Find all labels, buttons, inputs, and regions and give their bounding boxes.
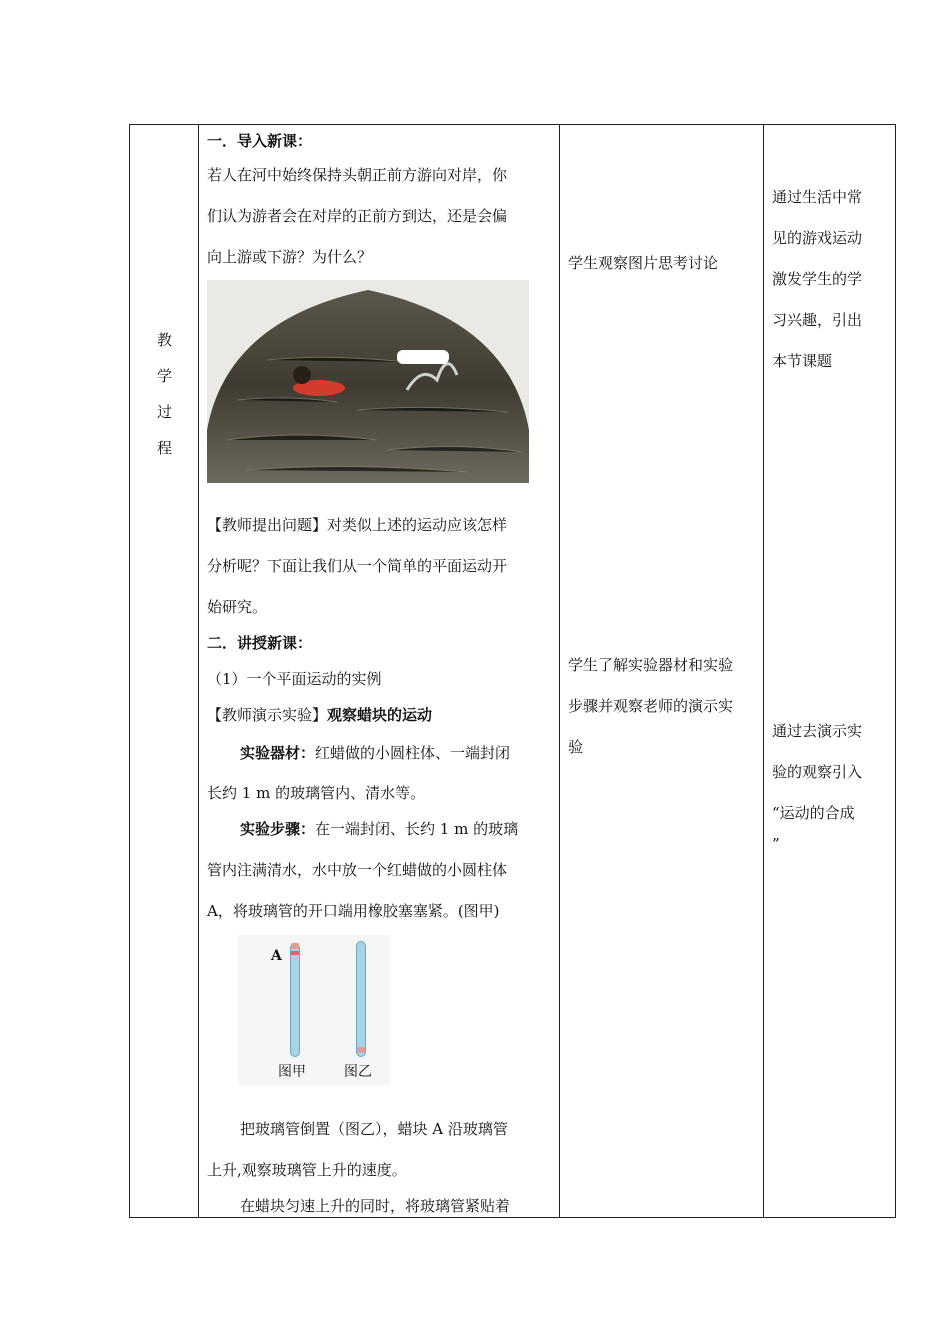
design-intent-1-line: 见的游戏运动 [772,229,863,247]
row-label-char: 学 [157,367,173,385]
student-activity-2-line: 验 [568,738,584,756]
steps-label: 实验步骤： [240,820,316,838]
steps-line: A，将玻璃管的开口端用橡胶塞塞紧。(图甲) [207,902,500,920]
column-divider [198,125,199,1217]
design-intent-2-line: ” [772,835,780,853]
teacher-question-line [207,515,507,535]
design-intent-1-line: 激发学生的学 [772,270,863,288]
invert-line: 把玻璃管倒置（图乙），蜡块 A 沿玻璃管 [240,1120,508,1138]
section-heading-intro: 一．导入新课： [207,132,313,150]
stopper [357,1047,365,1053]
intro-paragraph-line: 们认为游者会在对岸的正前方到达，还是会偏 [207,207,508,225]
student-activity-2-line: 步骤并观察老师的演示实 [568,697,734,715]
stopper [291,943,299,949]
invert-line: 上升,观察玻璃管上升的速度。 [207,1161,407,1179]
continuation-line: 在蜡块匀速上升的同时，将玻璃管紧贴着 [240,1197,511,1215]
column-divider [763,125,764,1217]
design-intent-2-line: 验的观察引入 [772,763,863,781]
equipment-text: 红蜡做的小圆柱体、一端封闭 [315,744,511,762]
equipment-line [240,743,510,763]
column-divider [559,125,560,1217]
intro-paragraph-line: 向上游或下游？为什么？ [207,248,373,266]
glass-tube-inverted [356,941,366,1057]
figure-label-yi: 图乙 [344,1064,372,1080]
section-heading-new-lesson: 二．讲授新课： [207,634,313,652]
swimmer-photo [207,280,529,483]
row-label-char: 教 [157,331,173,349]
teacher-question-line: 始研究。 [207,598,268,616]
swimmer-illustration [207,280,529,483]
design-intent-1-line: 本节课题 [772,352,833,370]
subsection-title: （1）一个平面运动的实例 [207,670,382,688]
design-intent-1-line: 习兴趣，引出 [772,311,863,329]
figure-label-a: A [271,948,282,964]
design-intent-1-line: 通过生活中常 [772,188,863,206]
wax-block [291,951,299,955]
steps-text: 在一端封闭、长约 1 m 的玻璃 [315,820,519,838]
tube-figure [238,935,390,1085]
demo-tag: 【教师演示实验】 [207,706,328,724]
intro-paragraph-line: 若人在河中始终保持头朝正前方游向对岸，你 [207,166,508,184]
design-intent-2-line: 通过去演示实 [772,722,863,740]
steps-line: 管内注满清水，水中放一个红蜡做的小圆柱体 [207,861,508,879]
equipment-line: 长约 1 m 的玻璃管内、清水等。 [207,784,426,802]
steps-line [240,819,518,839]
equipment-label: 实验器材： [240,744,316,762]
teacher-question-tag: 【教师提出问题】 [207,516,328,534]
student-activity-1: 学生观察图片思考讨论 [568,254,719,272]
row-label-char: 过 [157,403,173,421]
demo-heading [207,705,432,725]
lesson-table [129,124,896,1218]
design-intent-2-line: “运动的合成 [772,804,855,822]
teacher-question-line: 分析呢？下面让我们从一个简单的平面运动开 [207,557,508,575]
teacher-question-text: 对类似上述的运动应该怎样 [327,516,508,534]
row-label-char: 程 [157,439,173,457]
student-activity-2-line: 学生了解实验器材和实验 [568,656,734,674]
figure-label-jia: 图甲 [278,1064,306,1080]
demo-title: 观察蜡块的运动 [327,706,433,724]
glass-tube-upright [290,943,300,1057]
